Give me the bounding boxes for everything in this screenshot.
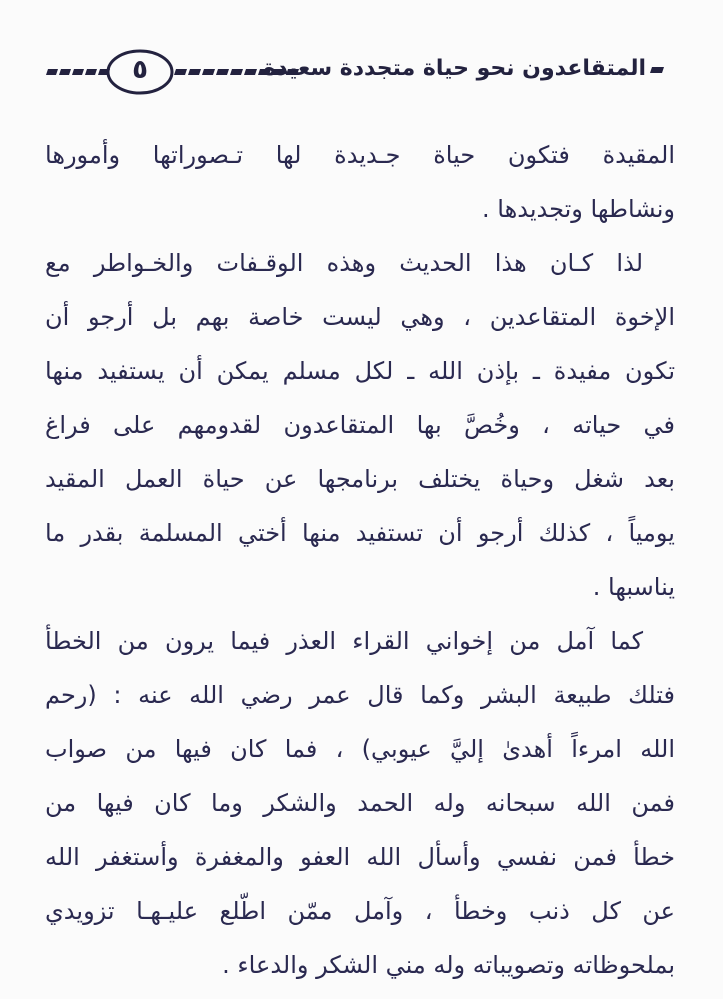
body-text (45, 128, 675, 992)
page-number: ٥ (132, 55, 148, 85)
text-line: عن كل ذنب وخطأ ، وآمل ممّن اطّلع عليـهـا تزويدي (45, 897, 675, 925)
running-title: المتقاعدون نحو حياة متجددة سعيدة (263, 55, 646, 81)
text-line: الله امرءاً أهدىٰ إليَّ عيوبي) ، فما كان فيها من صواب (45, 735, 675, 763)
text-line: بملحوظاته وتصويباته وله مني الشكر والدعاء . (222, 951, 675, 979)
text-line: كما آمل من إخواني القراء العذر فيما يرون من الخطأ (45, 627, 643, 655)
text-line: بعد شغل وحياة يختلف برنامجها عن حياة العمل المقيد (45, 465, 675, 493)
left-dash-bar (46, 69, 110, 75)
text-line: المقيدة فتكون حياة جـديدة لها تـصوراتها وأمورها (45, 141, 675, 169)
text-line: فمن الله سبحانه وله الحمد والشكر وما كان فيها من (45, 789, 675, 817)
text-line: يناسبها . (592, 573, 675, 601)
text-line: ونشاطها وتجديدها . (482, 195, 675, 223)
text-line: تكون مفيدة ـ بإذن الله ـ لكل مسلم يمكن أن يستفيد منها (45, 357, 675, 385)
text-line: الإخوة المتقاعدين ، وهي ليست خاصة بهم بل أرجو أن (45, 303, 675, 331)
page-header (44, 42, 674, 102)
text-line: لذا كـان هذا الحديث وهذه الوقـفات والخـواطر مع (45, 249, 643, 277)
text-line: خطأ فمن نفسي وأسأل الله العفو والمغفرة وأستغفر الله (45, 843, 675, 871)
text-line: فتلك طبيعة البشر وكما قال عمر رضي الله عنه : (رحم (45, 681, 675, 709)
text-line: يومياً ، كذلك أرجو أن تستفيد منها أختي المسلمة بقدر ما (45, 519, 675, 547)
title-end-dash (650, 67, 664, 73)
text-line: في حياته ، وخُصَّ بها المتقاعدون لقدومهم على فراغ (45, 411, 675, 439)
